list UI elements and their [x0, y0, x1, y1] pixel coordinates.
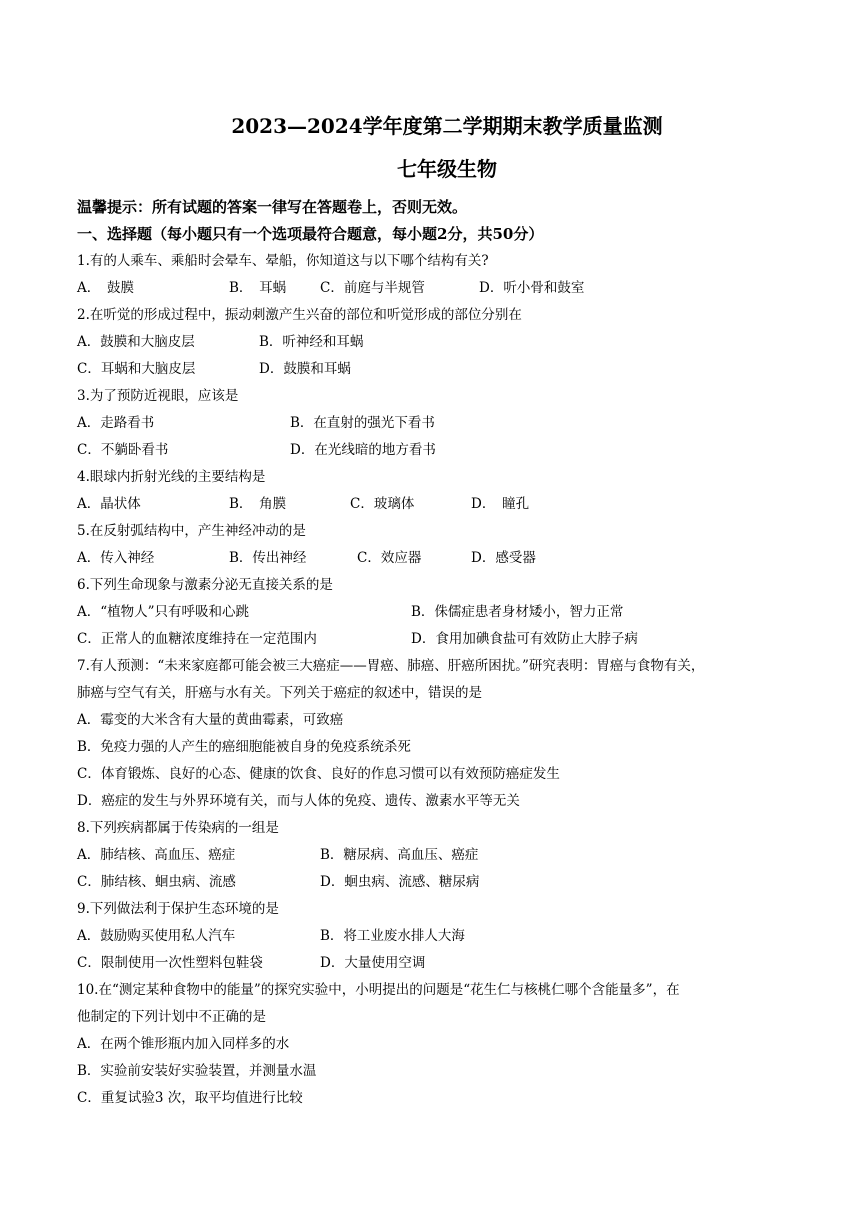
option-a: A．肺结核、高血压、癌症 — [77, 847, 236, 863]
option-a: A．晶状体 — [77, 496, 141, 512]
option-a: A．鼓励购买使用私人汽车 — [77, 928, 236, 944]
option-row — [77, 869, 797, 896]
option-d: D．蛔虫病、流感、糖尿病 — [320, 874, 480, 890]
option-row — [77, 923, 797, 950]
option-row — [77, 842, 797, 869]
option-d: D．癌症的发生与外界环境有关，而与人体的免疫、遗传、激素水平等无关 — [77, 793, 520, 809]
question-stem: 肺癌与空气有关，肝癌与水有关。下列关于癌症的叙述中，错误的是 — [77, 685, 482, 701]
question-stem: 4.眼球内折射光线的主要结构是 — [77, 469, 266, 485]
option-c: C．正常人的血糖浓度维持在一定范围内 — [77, 631, 317, 647]
section-heading: 一、选择题（每小题只有一个选项最符合题意，每小题2分，共50分） — [77, 225, 544, 243]
option-d: D．食用加碘食盐可有效防止大脖子病 — [411, 631, 638, 647]
question-stem: 5.在反射弧结构中，产生神经冲动的是 — [77, 523, 306, 539]
option-a: A．传入神经 — [77, 550, 155, 566]
option-b: B．将工业废水排人大海 — [320, 928, 465, 944]
option-c: C．肺结核、蛔虫病、流感 — [77, 874, 236, 890]
question-stem: 3.为了预防近视眼，应该是 — [77, 388, 239, 404]
question-stem: 9.下列做法利于保护生态环境的是 — [77, 901, 279, 917]
option-a: A．鼓膜和大脑皮层 — [77, 334, 195, 350]
option-c: C．效应器 — [357, 550, 422, 566]
option-row — [77, 356, 797, 383]
question-stem: 他制定的下列计划中不正确的是 — [77, 1009, 266, 1025]
option-a: A．在两个锥形瓶内加入同样多的水 — [77, 1036, 290, 1052]
option-b: B．在直射的强光下看书 — [290, 415, 435, 431]
option-row — [77, 275, 797, 302]
option-d: D．鼓膜和耳蜗 — [259, 361, 351, 377]
option-b: B．听神经和耳蜗 — [259, 334, 364, 350]
exam-subject: 七年级生物 — [397, 157, 497, 181]
option-b: B．传出神经 — [229, 550, 307, 566]
question-stem: 6.下列生命现象与激素分泌无直接关系的是 — [77, 577, 333, 593]
option-row — [77, 626, 797, 653]
exam-title: 2023—2024学年度第二学期期末教学质量监测 — [231, 114, 663, 138]
question-stem: 7.有人预测：“未来家庭都可能会被三大癌症——胃癌、肺癌、肝癌所困扰。”研究表明：胃癌与食物有关， — [77, 658, 705, 674]
option-d: D．听小骨和鼓室 — [479, 280, 585, 296]
option-b: B．实验前安装好实验装置，并测量水温 — [77, 1063, 317, 1079]
question-stem: 8.下列疾病都属于传染病的一组是 — [77, 820, 279, 836]
option-row — [77, 599, 797, 626]
question-stem: 1.有的人乘车、乘船时会晕车、晕船，你知道这与以下哪个结构有关? — [77, 253, 489, 269]
option-d: D．感受器 — [471, 550, 536, 566]
option-c: C．重复试验3 次，取平均值进行比较 — [77, 1090, 303, 1106]
option-c: C．前庭与半规管 — [320, 280, 425, 296]
exam-page — [77, 104, 797, 1112]
option-d: D．在光线暗的地方看书 — [290, 442, 436, 458]
option-a: A． 鼓膜 — [77, 280, 134, 296]
option-c: C．耳蜗和大脑皮层 — [77, 361, 196, 377]
option-row — [77, 545, 797, 572]
option-b: B． 耳蜗 — [229, 280, 287, 296]
option-a: A．走路看书 — [77, 415, 155, 431]
option-d: D．大量使用空调 — [320, 955, 426, 971]
option-c: C．限制使用一次性塑料包鞋袋 — [77, 955, 263, 971]
option-b: B．免疫力强的人产生的癌细胞能被自身的免疫系统杀死 — [77, 739, 411, 755]
option-b: B．侏儒症患者身材矮小，智力正常 — [411, 604, 624, 620]
option-d: D． 瞳孔 — [471, 496, 530, 512]
option-c: C．体育锻炼、良好的心态、健康的饮食、良好的作息习惯可以有效预防癌症发生 — [77, 766, 560, 782]
option-a: A．霉变的大米含有大量的黄曲霉素，可致癌 — [77, 712, 344, 728]
option-c: C．不躺卧看书 — [77, 442, 169, 458]
notice-text: 温馨提示：所有试题的答案一律写在答题卷上，否则无效。 — [77, 198, 468, 216]
question-stem: 10.在“测定某种食物中的能量”的探究实验中，小明提出的问题是“花生仁与核桃仁哪个含能量多”，在 — [77, 982, 680, 998]
option-a: A．“植物人”只有呼吸和心跳 — [77, 604, 250, 620]
question-stem: 2.在听觉的形成过程中，振动刺激产生兴奋的部位和听觉形成的部位分别在 — [77, 307, 522, 323]
option-b: B． 角膜 — [229, 496, 287, 512]
option-row — [77, 437, 797, 464]
option-b: B．糖尿病、高血压、癌症 — [320, 847, 479, 863]
option-c: C．玻璃体 — [350, 496, 415, 512]
option-row — [77, 491, 797, 518]
option-row — [77, 410, 797, 437]
option-row — [77, 950, 797, 977]
option-row — [77, 329, 797, 356]
